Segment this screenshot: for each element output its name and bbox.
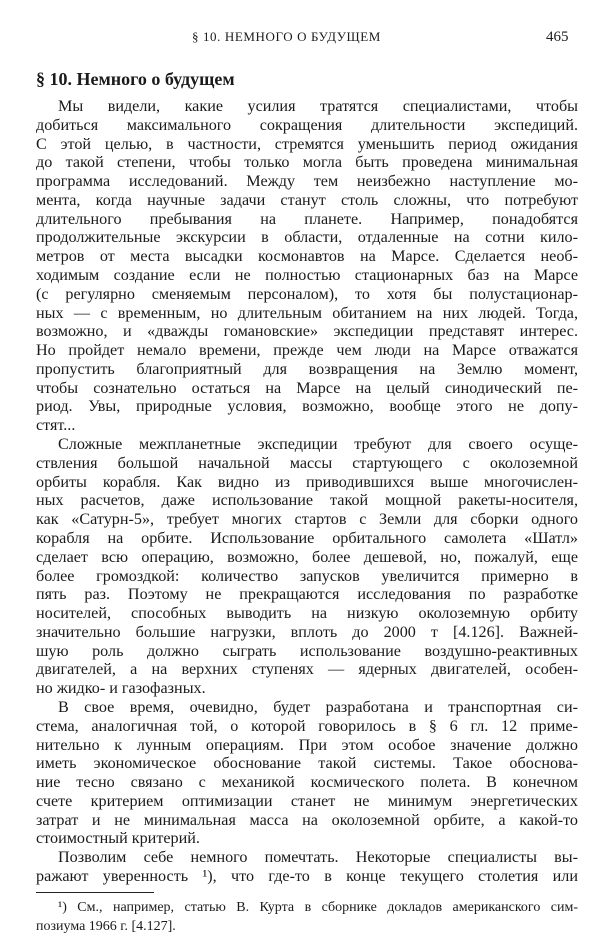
text-line: мента, когда научные задачи станут столь сложны, что потребуют bbox=[36, 191, 578, 209]
footnote-line: ¹) См., например, статью В. Курта в сборнике докладов американского сим- bbox=[58, 900, 578, 915]
text-line: В свое время, очевидно, будет разработана и транспортная си- bbox=[58, 698, 578, 716]
text-line: ражают уверенность ¹), что где-то в конце текущего столетия или bbox=[36, 868, 578, 885]
text-line: ходимым создание если не полностью стационарных баз на Марсе bbox=[36, 267, 578, 285]
text-line: Но пройдет немало времени, прежде чем люди на Марсе отважатся bbox=[36, 342, 578, 360]
text-line: стят... bbox=[36, 417, 76, 435]
text-line: риод. Увы, природные условия, возможно, вообще этого не допу- bbox=[36, 398, 578, 416]
text-line: как «Сатурн-5», требует многих стартов с Земли для сборки одного bbox=[36, 511, 578, 529]
text-line: более громоздкой: количество запусков увеличится примерно в bbox=[36, 567, 578, 585]
text-line: значительно большие нагрузки, вплоть до 2000 т [4.126]. Важней- bbox=[36, 623, 578, 641]
text-line: ствления большой начальной массы стартующего с околоземной bbox=[36, 454, 578, 472]
text-line: стоимостный критерий. bbox=[36, 830, 200, 848]
text-line: С этой целью, в частности, стремятся уменьшить период ожидания bbox=[36, 135, 578, 153]
text-line: сделает всю операцию, возможно, более дешевой, но, пожалуй, еще bbox=[36, 548, 578, 566]
text-line: программа исследований. Между тем неизбежно наступление мо- bbox=[36, 173, 578, 191]
text-line: возможно, и «дважды гомановские» экспедиции представят интерес. bbox=[36, 323, 578, 341]
text-line: корабля на орбите. Использование орбитального самолета «Шатл» bbox=[36, 529, 578, 547]
text-line: двигателей, а на верхних ступенях — ядерных двигателей, особен- bbox=[36, 661, 578, 679]
text-line: нительно к лунным операциям. При этом особое значение должно bbox=[36, 736, 578, 754]
text-line: Мы видели, какие усилия тратятся специалистами, чтобы bbox=[58, 98, 578, 115]
text-line: ных расчетов, даже использование такой мощной ракеты-носителя, bbox=[36, 492, 578, 510]
footnote-line: позиума 1966 г. [4.127]. bbox=[36, 919, 176, 934]
text-line: добиться максимального сокращения длительности экспедиций. bbox=[36, 116, 578, 134]
page-number: 465 bbox=[546, 29, 569, 45]
text-line: носителей, способных выводить на низкую околоземную орбиту bbox=[36, 605, 578, 623]
text-line: иметь экономическое обоснование такой системы. Такое обоснова- bbox=[36, 755, 578, 773]
text-line: стема, аналогичная той, о которой говорилось в § 6 гл. 12 приме- bbox=[36, 717, 578, 735]
text-line: метров от места высадки космонавтов на Марсе. Сделается необ- bbox=[36, 248, 578, 266]
text-line: шую роль должно сыграть использование воздушно-реактивных bbox=[36, 642, 578, 660]
running-head: § 10. НЕМНОГО О БУДУЩЕМ bbox=[192, 29, 381, 44]
text-line: Позволим себе немного помечтать. Некоторые специалисты вы- bbox=[58, 849, 578, 867]
footnote-rule bbox=[36, 892, 154, 893]
text-line: затрат и не минимальная масса на околоземной орбите, а какой-то bbox=[36, 811, 578, 829]
text-line: (с регулярно сменяемым персоналом), то хотя бы полустационар- bbox=[36, 285, 578, 303]
text-line: счете критерием оптимизации станет не минимум энергетических bbox=[36, 792, 578, 810]
text-line: орбиты корабля. Как видно из приводившихся выше многочислен- bbox=[36, 473, 578, 491]
text-line: продолжительные экскурсии в области, отдаленные на сотни кило- bbox=[36, 229, 578, 247]
text-line: пять раз. Поэтому не прекращаются исследования по разработке bbox=[36, 586, 578, 604]
text-line: ние тесно связано с механикой космического полета. В конечном bbox=[36, 774, 578, 792]
text-line: длительного пребывания на планете. Например, понадобятся bbox=[36, 210, 578, 228]
text-line: до такой степени, чтобы только могла быть проведена минимальная bbox=[36, 154, 578, 172]
text-line: но жидко- и газофазных. bbox=[36, 680, 206, 698]
text-line: пропустить благоприятный для возвращения на Землю момент, bbox=[36, 360, 578, 378]
text-line: ных — с временным, но длительным обитанием на них людей. Тогда, bbox=[36, 304, 578, 322]
text-line: чтобы сознательно остаться на Марсе на целый синодический пе- bbox=[36, 379, 578, 397]
text-line: Сложные межпланетные экспедиции требуют для своего осуще- bbox=[58, 436, 578, 454]
section-heading: § 10. Немного о будущем bbox=[36, 69, 235, 89]
